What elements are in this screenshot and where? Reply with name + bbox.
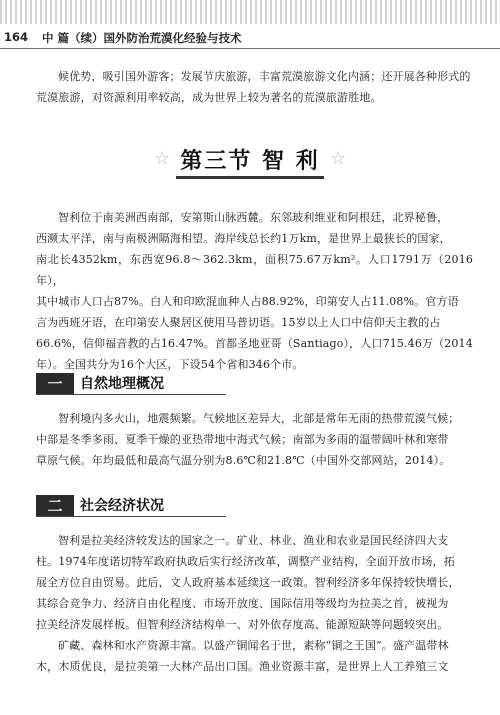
subsection-heading-1	[36, 373, 196, 395]
overview-line: 其中城市人口占87%。白人和印欧混血种人占88.92%，印第安人占11.08%。官方语	[36, 295, 459, 308]
overview-line: 智利位于南美洲西南部，安第斯山脉西麓。东邻玻利维亚和阿根廷，北界秘鲁，	[58, 211, 449, 224]
overview-line: 年）。全国共分为16个大区，下设54个省和346个市。	[36, 358, 304, 371]
section-title-underline	[176, 176, 324, 179]
overview-line: 言为西班牙语，在印第安人聚居区使用马普切语。15岁以上人口中信仰天主教的占	[36, 316, 441, 329]
intro-line-2: 荒漠旅游，对资源利用率较高，成为世界上较为著名的荒漠旅游胜地。	[36, 91, 382, 104]
economy-line: 展全方位自由贸易。此后，文人政府基本延续这一政策。智利经济多年保持较快增长，	[36, 576, 460, 589]
subsection-title: 社会经济状况	[80, 498, 164, 514]
geography-paragraph	[36, 408, 473, 471]
page-number: 164	[4, 30, 29, 44]
overview-line: 南北长4352km，东西宽96.8～362.3km，面积75.67万km²。人口1791万（2016年），	[36, 253, 473, 287]
geography-line: 草原气候。年均最低和最高气温分别为8.6℃和21.8℃（中国外交部网站，2014）。	[36, 454, 451, 467]
subsection-underline	[36, 516, 226, 517]
star-right-icon: ☆	[330, 148, 347, 169]
intro-paragraph	[36, 66, 473, 108]
subsection-number-badge: 二	[36, 495, 74, 517]
overview-line: 66.6%，信仰福音教的占16.47%。首都圣地亚哥（Santiago），人口715.46万（2014	[36, 337, 473, 350]
section-title: 第三节 智 利	[180, 149, 320, 174]
economy-line: 木，木质优良，是拉美第一大林产品出口国。渔业资源丰富，是世界上人工养殖三文	[36, 660, 449, 673]
subsection-title: 自然地理概况	[80, 376, 164, 392]
decorative-header-stripes	[0, 0, 500, 24]
overview-paragraph	[36, 207, 473, 375]
economy-line: 智利是拉美经济较发达的国家之一。矿业、林业、渔业和农业是国民经济四大支	[58, 534, 449, 547]
subsection-underline	[36, 394, 226, 395]
star-left-icon: ☆	[154, 148, 171, 169]
section-heading	[150, 142, 350, 176]
economy-line: 矿藏、森林和水产资源丰富。以盛产铜闻名于世，素称“铜之王国”。盛产温带林	[58, 639, 449, 652]
intro-line-1: 候优势，吸引国外游客；发展节庆旅游，丰富荒漠旅游文化内涵；还开展各种形式的	[58, 70, 471, 83]
subsection-heading-2	[36, 495, 196, 517]
subsection-number-badge: 一	[36, 373, 74, 395]
economy-line: 拉美经济发展样板。但智利经济结构单一、对外依存度高、能源短缺等问题较突出。	[36, 618, 449, 631]
overview-line: 西濒太平洋，南与南极洲隔海相望。海岸线总长约1万km，是世界上最狭长的国家，	[36, 232, 451, 245]
geography-line: 中部是冬季多雨、夏季干燥的亚热带地中海式气候；南部为多雨的温带阔叶林和寒带	[36, 433, 449, 446]
economy-line: 柱。1974年度诺切特军政府执政后实行经济改革，调整产业结构，全面开放市场，拓	[36, 555, 455, 568]
header-rule	[0, 48, 500, 49]
page-header	[4, 26, 474, 48]
economy-line: 其综合竞争力、经济自由化程度、市场开放度、国际信用等级均为拉美之首，被视为	[36, 597, 449, 610]
running-title: 中 篇（续）国外防治荒漠化经验与技术	[42, 31, 242, 45]
geography-line: 智利境内多火山，地震频繁。气候地区差异大，北部是常年无雨的热带荒漠气候；	[58, 412, 460, 425]
economy-paragraph	[36, 530, 473, 677]
